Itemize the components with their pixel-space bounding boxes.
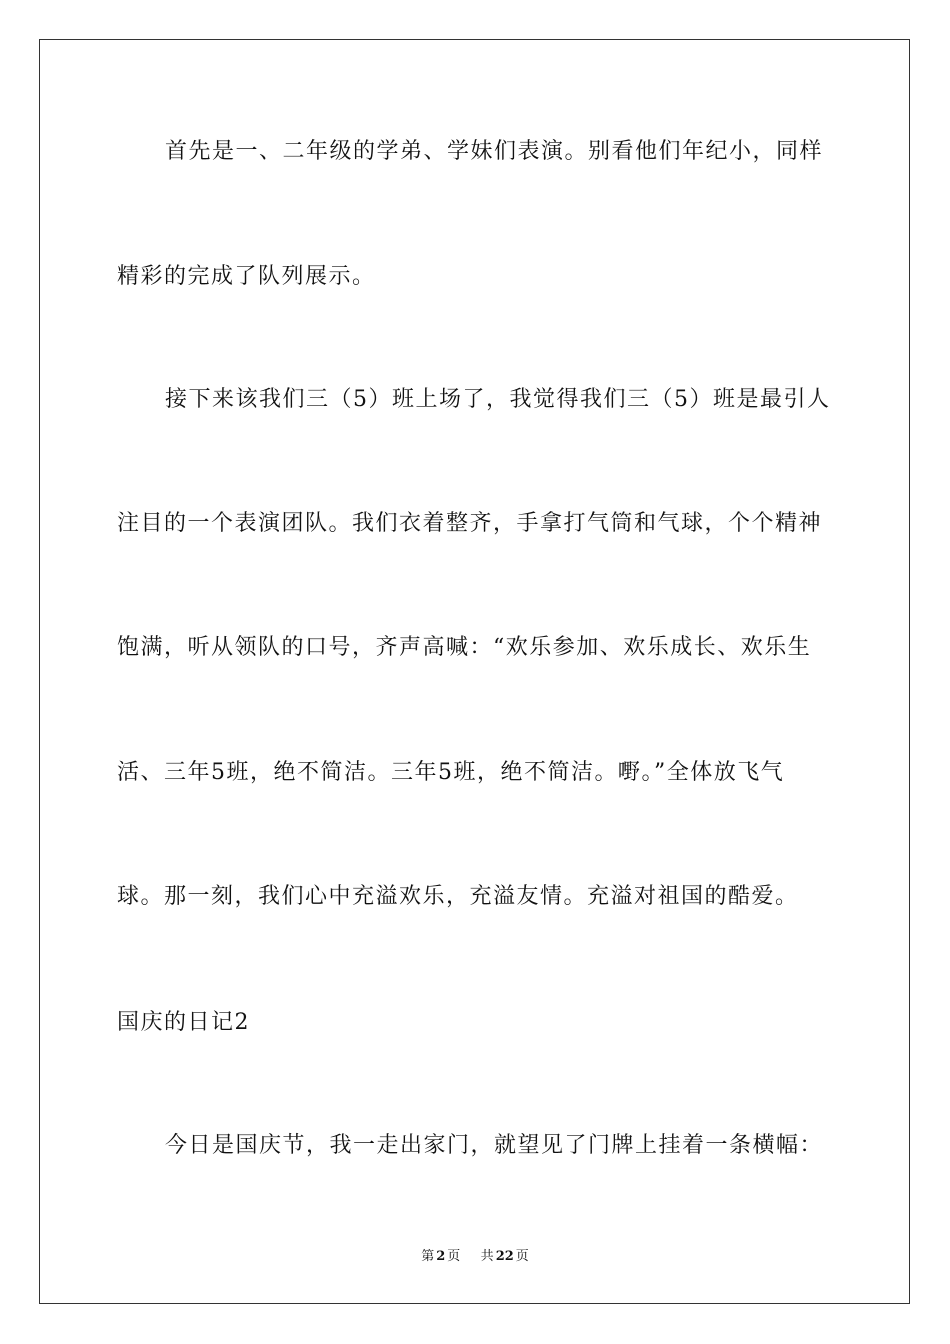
total-pages-indicator: 共 22 页 — [480, 1249, 529, 1264]
page-footer — [0, 1248, 950, 1266]
page-border — [39, 39, 910, 1304]
section-heading: 国庆的日记2 — [117, 1010, 250, 1035]
paragraph-line: 接下来该我们三（5）班上场了，我觉得我们三（5）班是最引人 — [165, 387, 831, 412]
paragraph-line: 活、三年5班，绝不简洁。三年5班，绝不简洁。嘢。”全体放飞气 — [117, 760, 785, 785]
paragraph-line: 球。那一刻，我们心中充溢欢乐，充溢友情。充溢对祖国的酷爱。 — [117, 884, 799, 909]
total-pages: 22 — [495, 1249, 514, 1264]
paragraph-line: 首先是一、二年级的学弟、学妹们表演。别看他们年纪小，同样 — [165, 139, 824, 164]
paragraph-line: 饱满，听从领队的口号，齐声高喊：“欢乐参加、欢乐成长、欢乐生 — [117, 635, 812, 660]
page-number: 2 — [436, 1249, 446, 1264]
paragraph-line: 精彩的完成了队列展示。 — [117, 264, 376, 289]
page-indicator: 第 2 页 — [421, 1249, 461, 1264]
paragraph-line: 注目的一个表演团队。我们衣着整齐，手拿打气筒和气球，个个精神 — [117, 511, 823, 536]
paragraph-line: 今日是国庆节，我一走出家门，就望见了门牌上挂着一条横幅： — [165, 1133, 824, 1158]
